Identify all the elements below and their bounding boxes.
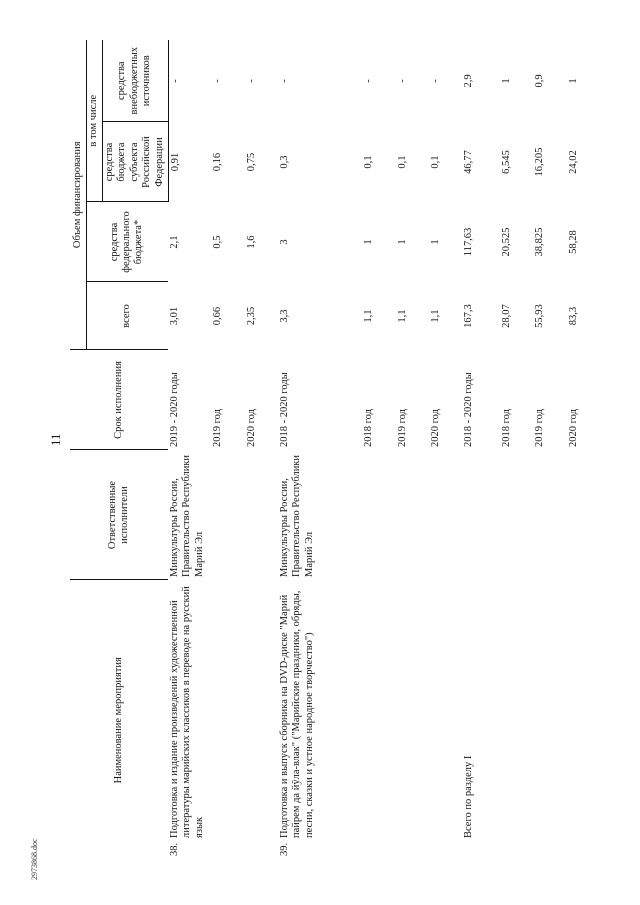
cell-term: 2018 - 2020 годы (463, 372, 475, 447)
event-name: Подготовка и издание произведений художественной литературы марийских классиков в переводе на русский язык (169, 586, 205, 838)
header-federal: средства федерального бюджета* (86, 202, 168, 282)
header-term: Срок исполнения (70, 350, 168, 450)
event-name: Подготовка и выпуск сборника на DVD-диске "Марий пайрем да йÿла-влак" ("Марийские праздники, обряды, песни, сказки и устное народное творчество") (279, 590, 315, 838)
header-total: всего (86, 282, 168, 350)
cell-total: 3,01 (169, 306, 180, 326)
cell-term: 2020 год (567, 409, 579, 447)
cell-extra: - (396, 79, 408, 83)
cell-name (462, 580, 500, 860)
rotated-page (70, 40, 600, 860)
event-name: Всего по разделу I (463, 755, 475, 838)
cell-executors: Минкультуры России, Правительство Республики Марий Эл (279, 454, 315, 577)
cell-total: 167,3 (463, 304, 475, 328)
cell-executors (211, 450, 244, 580)
cell-federal: 38,825 (534, 227, 546, 257)
cell-term: 2018 - 2020 годы (279, 372, 291, 447)
table-row (533, 40, 566, 860)
row-number: 38. (169, 842, 180, 856)
cell-regional: 24,02 (567, 150, 579, 174)
cell-total: 1,1 (396, 309, 408, 323)
cell-name (168, 580, 211, 860)
cell-executors: Минкультуры России, Правительство Республики Марий Эл (169, 454, 205, 577)
table-row (567, 40, 600, 860)
document-id: 2973868.doc (30, 838, 39, 880)
cell-regional: 6,545 (501, 150, 512, 174)
cell-executors (362, 450, 395, 580)
cell-total: 83,3 (567, 306, 579, 326)
cell-total: 55,93 (534, 304, 546, 328)
cell-total: 28,07 (501, 304, 512, 328)
cell-extra: - (212, 79, 224, 83)
cell-term: 2019 год (212, 409, 224, 447)
cell-extra: 1 (501, 78, 512, 84)
cell-extra: - (279, 79, 291, 83)
cell-term: 2018 год (501, 409, 512, 447)
cell-name (362, 580, 395, 860)
cell-extra: 1 (567, 78, 579, 84)
cell-regional: 0,91 (169, 152, 181, 172)
cell-name (278, 580, 362, 860)
cell-regional: 16,205 (534, 147, 546, 177)
header-financing: Объем финансирования (70, 40, 86, 350)
header-extra: средства внебюджетных источников (102, 40, 168, 122)
table-body (168, 40, 600, 860)
cell-name (500, 580, 533, 860)
cell-total: 3,3 (279, 309, 291, 323)
cell-regional: 0,1 (396, 155, 408, 169)
header-including: в том числе (86, 40, 102, 202)
cell-executors (462, 450, 500, 580)
row-number: 39. (279, 842, 291, 856)
cell-federal: 20,525 (501, 227, 512, 257)
table-row (278, 40, 362, 860)
cell-federal: 2,1 (169, 235, 180, 249)
header-executors: Ответственные исполнители (70, 450, 168, 580)
cell-extra: - (429, 79, 441, 83)
cell-federal: 1 (396, 239, 408, 245)
cell-extra: - (245, 79, 257, 83)
table-row (429, 40, 462, 860)
cell-total: 2,35 (245, 306, 257, 326)
cell-regional: 46,77 (463, 150, 475, 174)
cell-total: 1,1 (363, 309, 375, 323)
cell-federal: 3 (279, 239, 291, 245)
cell-federal: 58,28 (567, 230, 579, 254)
cell-term: 2018 год (363, 409, 375, 447)
cell-executors (533, 450, 566, 580)
financing-table (70, 40, 600, 860)
cell-name (396, 580, 429, 860)
table-row (168, 40, 211, 860)
table-row (396, 40, 429, 860)
cell-name (533, 580, 566, 860)
cell-name (211, 580, 244, 860)
cell-term: 2019 год (396, 409, 408, 447)
table-row (245, 40, 278, 860)
cell-name (429, 580, 462, 860)
cell-federal: 1,6 (245, 235, 257, 249)
cell-extra: 2,9 (463, 74, 475, 88)
cell-name (245, 580, 278, 860)
cell-executors (500, 450, 533, 580)
table-row (362, 40, 395, 860)
table-row (462, 40, 500, 860)
cell-federal: 117,63 (463, 227, 475, 257)
cell-federal: 1 (363, 239, 375, 245)
table-row (500, 40, 533, 860)
cell-regional: 0,16 (212, 152, 224, 172)
header-name: Наименование мероприятия (112, 657, 124, 784)
page-number: 11 (48, 433, 63, 446)
cell-executors (396, 450, 429, 580)
table-row (211, 40, 244, 860)
cell-extra: 0,9 (534, 74, 546, 88)
cell-regional: 0,1 (429, 155, 441, 169)
cell-executors (567, 450, 600, 580)
cell-extra: - (169, 79, 181, 83)
header-regional: средства бюджета субъекта Российской Федерации (102, 122, 168, 202)
cell-regional: 0,3 (279, 155, 291, 169)
row-number (463, 838, 475, 856)
cell-term: 2020 год (245, 409, 257, 447)
cell-term: 2019 - 2020 годы (169, 372, 180, 447)
cell-extra: - (363, 79, 375, 83)
cell-term: 2020 год (429, 409, 441, 447)
cell-regional: 0,1 (363, 155, 375, 169)
cell-total: 1,1 (429, 309, 441, 323)
cell-executors (245, 450, 278, 580)
cell-federal: 0,5 (212, 235, 224, 249)
cell-federal: 1 (429, 239, 441, 245)
cell-total: 0,66 (212, 306, 224, 326)
cell-name (567, 580, 600, 860)
cell-regional: 0,75 (245, 152, 257, 172)
cell-executors (429, 450, 462, 580)
cell-term: 2019 год (534, 409, 546, 447)
